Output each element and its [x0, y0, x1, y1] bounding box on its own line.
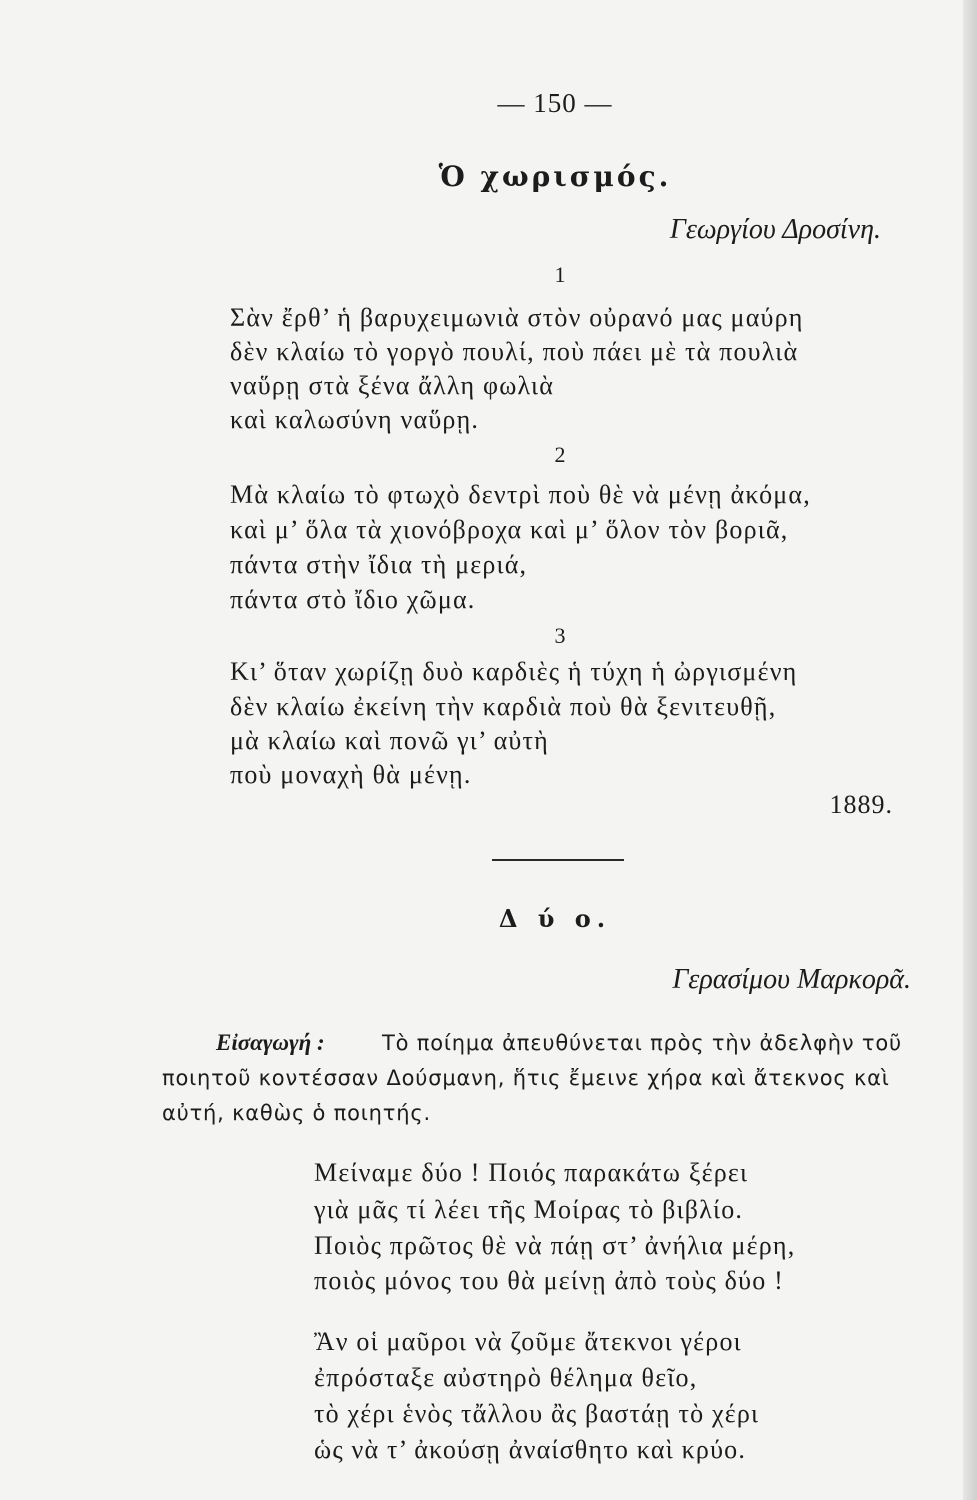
- stanza-number: 1: [554, 262, 566, 287]
- verse-line: Κι’ ὅταν χωρίζῃ δυὸ καρδιὲς ἡ τύχη ἡ ὠργισμένη: [230, 657, 798, 686]
- verse-line: Σὰν ἔρθ’ ἡ βαρυχειμωνιὰ στὸν οὐρανό μας μαύρη: [230, 303, 804, 332]
- verse-line: δὲν κλαίω ἐκείνη τὴν καρδιὰ ποὺ θὰ ξενιτευθῇ,: [230, 692, 777, 721]
- verse-line: πάντα στὸ ἴδιο χῶμα.: [230, 585, 476, 614]
- verse-line: δὲν κλαίω τὸ γοργὸ πουλί, ποὺ πάει μὲ τὰ πουλιὰ: [230, 337, 799, 366]
- page-edge: [963, 0, 977, 1500]
- intro-line: ποιητοῦ κοντέσσαν Δούσμανη, ἥτις ἔμεινε χήρα καὶ ἄτεκνος καὶ: [162, 1066, 890, 1090]
- poem-year: 1889.: [829, 790, 893, 819]
- verse-line: καὶ μ’ ὅλα τὰ χιονόβροχα καὶ μ’ ὅλον τὸν βοριᾶ,: [230, 515, 789, 544]
- verse-line: καὶ καλωσύνη ναὕρῃ.: [230, 405, 480, 434]
- poem-author-2: Γερασίμου Μαρκορᾶ.: [672, 964, 911, 995]
- verse-line: Μὰ κλαίω τὸ φτωχὸ δεντρὶ ποὺ θὲ νὰ μένῃ ἀκόμα,: [230, 480, 811, 509]
- verse-line: Ποιὸς πρῶτος θὲ νὰ πάῃ στ’ ἀνήλια μέρη,: [314, 1231, 796, 1260]
- verse-line: Ἂν οἱ μαῦροι νὰ ζοῦμε ἄτεκνοι γέροι: [314, 1327, 742, 1356]
- stanza-number: 3: [554, 623, 566, 648]
- intro-line: Τὸ ποίημα ἀπευθύνεται πρὸς τὴν ἀδελφὴν τοῦ: [382, 1031, 902, 1055]
- verse-line: ποὺ μοναχὴ θὰ μένῃ.: [230, 760, 472, 789]
- verse-line: γιὰ μᾶς τί λέει τῆς Μοίρας τὸ βιβλίο.: [314, 1195, 744, 1224]
- verse-line: ναὕρῃ στὰ ξένα ἄλλη φωλιὰ: [230, 371, 555, 400]
- verse-line: ὡς νὰ τ’ ἀκούσῃ ἀναίσθητο καὶ κρύο.: [314, 1435, 747, 1464]
- verse-line: ἐπρόσταξε αὐστηρὸ θέλημα θεῖο,: [314, 1363, 698, 1392]
- poem-title: Ὁ χωρισμός.: [438, 160, 672, 193]
- verse-line: Μείναμε δύο ! Ποιός παρακάτω ξέρει: [314, 1158, 749, 1187]
- poem-title-2: Δ ύ ο.: [498, 904, 612, 933]
- stanza-number: 2: [554, 442, 566, 467]
- page-number: — 150 —: [497, 88, 613, 118]
- verse-line: τὸ χέρι ἑνὸς τἄλλου ἂς βαστάῃ τὸ χέρι: [314, 1399, 760, 1428]
- section-divider: [492, 859, 624, 861]
- intro-line: αὐτή, καθὼς ὁ ποιητής.: [162, 1101, 431, 1125]
- verse-line: ποιὸς μόνος του θὰ μείνῃ ἀπὸ τοὺς δύο !: [314, 1266, 784, 1295]
- poem-author: Γεωργίου Δροσίνη.: [669, 214, 881, 245]
- intro-label: Εἰσαγωγή :: [216, 1030, 325, 1055]
- verse-line: πάντα στὴν ἴδια τὴ μεριά,: [230, 550, 528, 579]
- verse-line: μὰ κλαίω καὶ πονῶ γι’ αὐτὴ: [230, 726, 549, 755]
